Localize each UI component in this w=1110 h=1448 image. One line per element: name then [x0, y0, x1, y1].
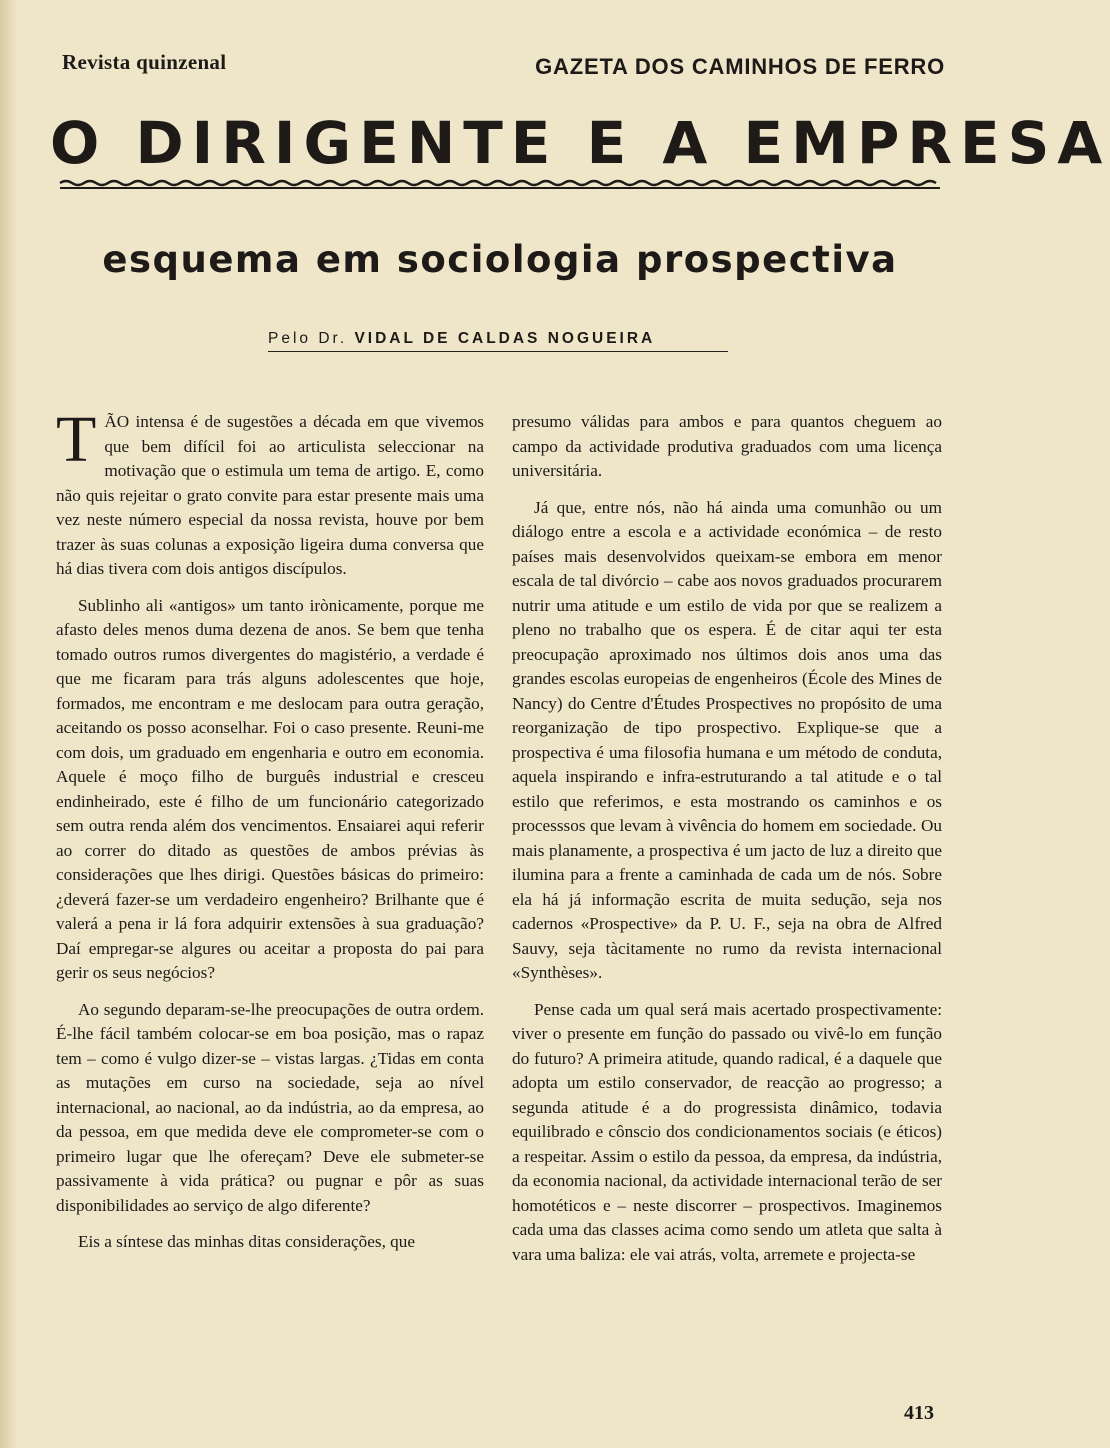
paragraph: Sublinho ali «antigos» um tanto irònicamente, porque me afasto deles menos duma dezena de anos. Se bem que tenha tomado outros rumos divergentes do magistério, a verdade é que me ficaram para trás alguns adolescentes que hoje, formados, me encontram e me deslocam para outra geração, aceitando os posso aconselhar. Foi o caso presente. Reuni-me com dois, um graduado em engenharia e outro em economia. Aquele é moço filho de burguês industrial e cresceu endinheirado, este é filho de um funcionário categorizado sem outra renda além dos vencimentos. Ensaiarei aqui referir ao correr do ditado as questões de ambos prévias às considerações que lhes dirigi. Questões básicas do primeiro: ¿deverá fazer-se um verdadeiro engenheiro? Brilhante que é valerá a pena ir lá fora adquirir extensões à sua graduação? Daí empregar-se algures ou aceitar a proposta do pai para gerir os seus negócios?	[56, 595, 484, 982]
decorative-rule	[60, 178, 940, 192]
magazine-frequency: Revista quinzenal	[62, 50, 227, 74]
paragraph-text: ÃO intensa é de sugestões a década em que vivemos que bem difícil foi ao articulista seleccionar na motivação que o estimula um tema de artigo. E, como não quis rejeitar o grato convite para estar presente mais uma vez neste número especial da nossa revista, houve por bem trazer às suas colunas a exposição ligeira duma conversa que há dias tivera com dois antigos discípulos.	[56, 412, 484, 578]
byline	[268, 330, 728, 352]
paragraph: Pense cada um qual será mais acertado prospectivamente: viver o presente em função do passado ou vivê-lo em função do futuro? A primeira atitude, quando radical, é a daquele que adopta um estilo conservador, de reacção ao progresso; a segunda atitude é a do progressista dinâmico, todavia equilibrado e cônscio dos condicionamentos sociais (e éticos) a respeitar. Assim o estilo da pessoa, da empresa, da indústria, da economia nacional, da actividade internacional terão de ser homotéticos e – neste discorrer – prospectivos. Imaginemos cada uma das classes acima como sendo um atleta que salta à vara uma baliza: ele vai atrás, volta, arremete e projecta-se	[512, 999, 942, 1264]
byline-prefix: Pelo Dr.	[268, 330, 348, 347]
paragraph: Já que, entre nós, não há ainda uma comunhão ou um diálogo entre a escola e a actividade económica – de resto países mais desenvolvidos queixam-se embora em menor escala de tal divórcio – cabe aos novos graduados procurarem nutrir uma atitude e um estilo de vida por que se realizem a pleno no trabalho que os espera. É de citar aqui ter esta preocupação aproximado nos últimos dois anos uma das grandes escolas europeias de engenheiros (École des Mines de Nancy) do Centre d'Études Prospectives no propósito de uma reorganização de tipo prospectivo. Explique-se que a prospectiva é uma filosofia humana e um método de conduta, aquela inspirando e infra-estruturando a tal atitude e o tal estilo que referimos, e esta mostrando os caminhos e os processsos que levam à vivência do homem em sociedade. Ou mais planamente, a prospectiva é um jacto de luz a direito que ilumina para a frente a caminhada de cada um de nós. Sobre ela há já informação escrita de muita sedução, seja nos cadernos «Prospective» da P. U. F., seja na obra de Alfred Sauvy, seja tàcitamente no rumo da revista internacional «Synthèses».	[512, 497, 942, 982]
magazine-title: GAZETA DOS CAMINHOS DE FERRO	[535, 54, 945, 79]
left-column	[56, 403, 484, 1267]
paragraph	[56, 403, 484, 582]
paragraph: Ao segundo deparam-se-lhe preocupações de outra ordem. É-lhe fácil também colocar-se em boa posição, mas o rapaz tem – como é vulgo dizer-se – vistas largas. ¿Tidas em conta as mutações em curso na sociedade, seja ao nível internacional, ao nacional, ao da indústria, ao da empresa, ao da pessoa, em que medida deve ele comprometer-se com o primeiro lugar que lhe ofereçam? Deve ele submeter-se passivamente à vida prática? ou pugnar e pôr as suas disponibilidades ao serviço de algo diferente?	[56, 999, 484, 1215]
drop-cap: T	[56, 403, 97, 476]
article-subtitle: esquema em sociologia prospectiva	[102, 238, 898, 281]
page-edge	[0, 0, 18, 1448]
page-number: 413	[904, 1402, 934, 1424]
right-column	[512, 410, 942, 1279]
author-name: VIDAL DE CALDAS NOGUEIRA	[354, 330, 656, 347]
article-title: O DIRIGENTE E A EMPRESA	[50, 109, 1110, 177]
paragraph: presumo válidas para ambos e para quantos cheguem ao campo da actividade produtiva graduados com uma licença universitária.	[512, 412, 942, 480]
paragraph: Eis a síntese das minhas ditas considerações, que	[78, 1232, 415, 1251]
